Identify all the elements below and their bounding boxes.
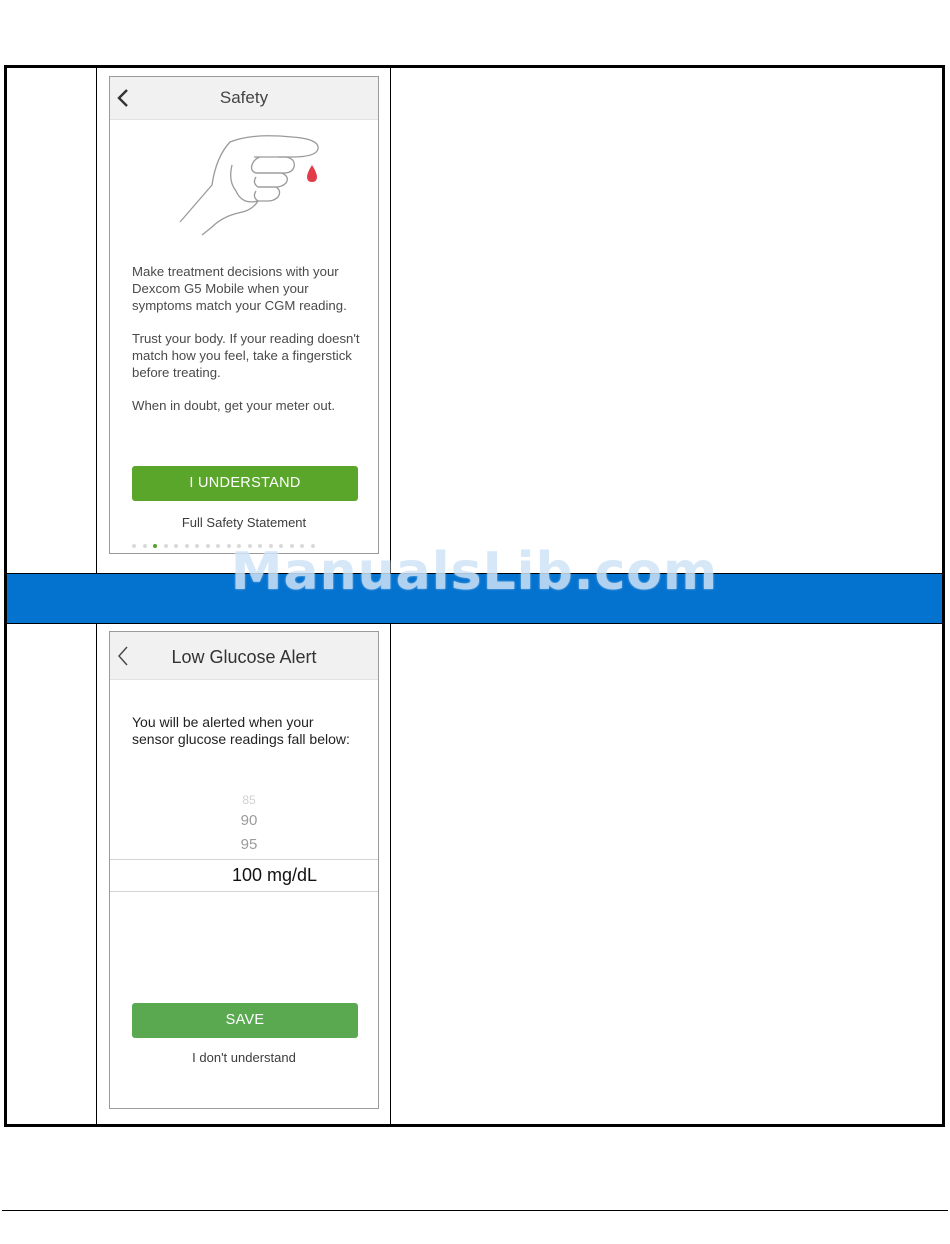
safety-paragraph-2: Trust your body. If your reading doesn't match how you feel, take a fingerstick before treating. [132, 331, 360, 380]
manual-table [4, 65, 945, 1127]
picker-value-90[interactable]: 90 [240, 812, 258, 829]
full-safety-statement-link[interactable]: Full Safety Statement [181, 515, 307, 530]
safety-title: Safety [219, 88, 269, 107]
safety-paragraph-3: When in doubt, get your meter out. [132, 398, 336, 413]
selected-glucose-value: 100 mg/dL [232, 865, 318, 885]
picker-value-85[interactable]: 85 [242, 793, 256, 807]
safety-paragraph-1: Make treatment decisions with your Dexcom G5 Mobile when your symptoms match your CGM reading. [132, 264, 347, 313]
watermark-text: ManualsLib.com [230, 542, 719, 602]
low-alert-header [110, 632, 378, 680]
page-footer-rule [2, 1210, 948, 1211]
save-button[interactable]: SAVE [132, 1003, 358, 1038]
safety-header [110, 77, 378, 120]
picker-selected-row[interactable] [110, 859, 378, 892]
dont-understand-link[interactable]: I don't understand [192, 1050, 296, 1065]
i-understand-button[interactable]: I UNDERSTAND [132, 466, 358, 501]
safety-screen [109, 76, 379, 554]
safety-message [132, 263, 372, 430]
fingerstick-illustration-icon [172, 127, 332, 242]
picker-value-95[interactable]: 95 [240, 836, 258, 853]
low-alert-description: You will be alerted when your sensor glucose readings fall below: [132, 714, 350, 747]
low-alert-title: Low Glucose Alert [171, 647, 317, 667]
low-glucose-alert-screen [109, 631, 379, 1109]
